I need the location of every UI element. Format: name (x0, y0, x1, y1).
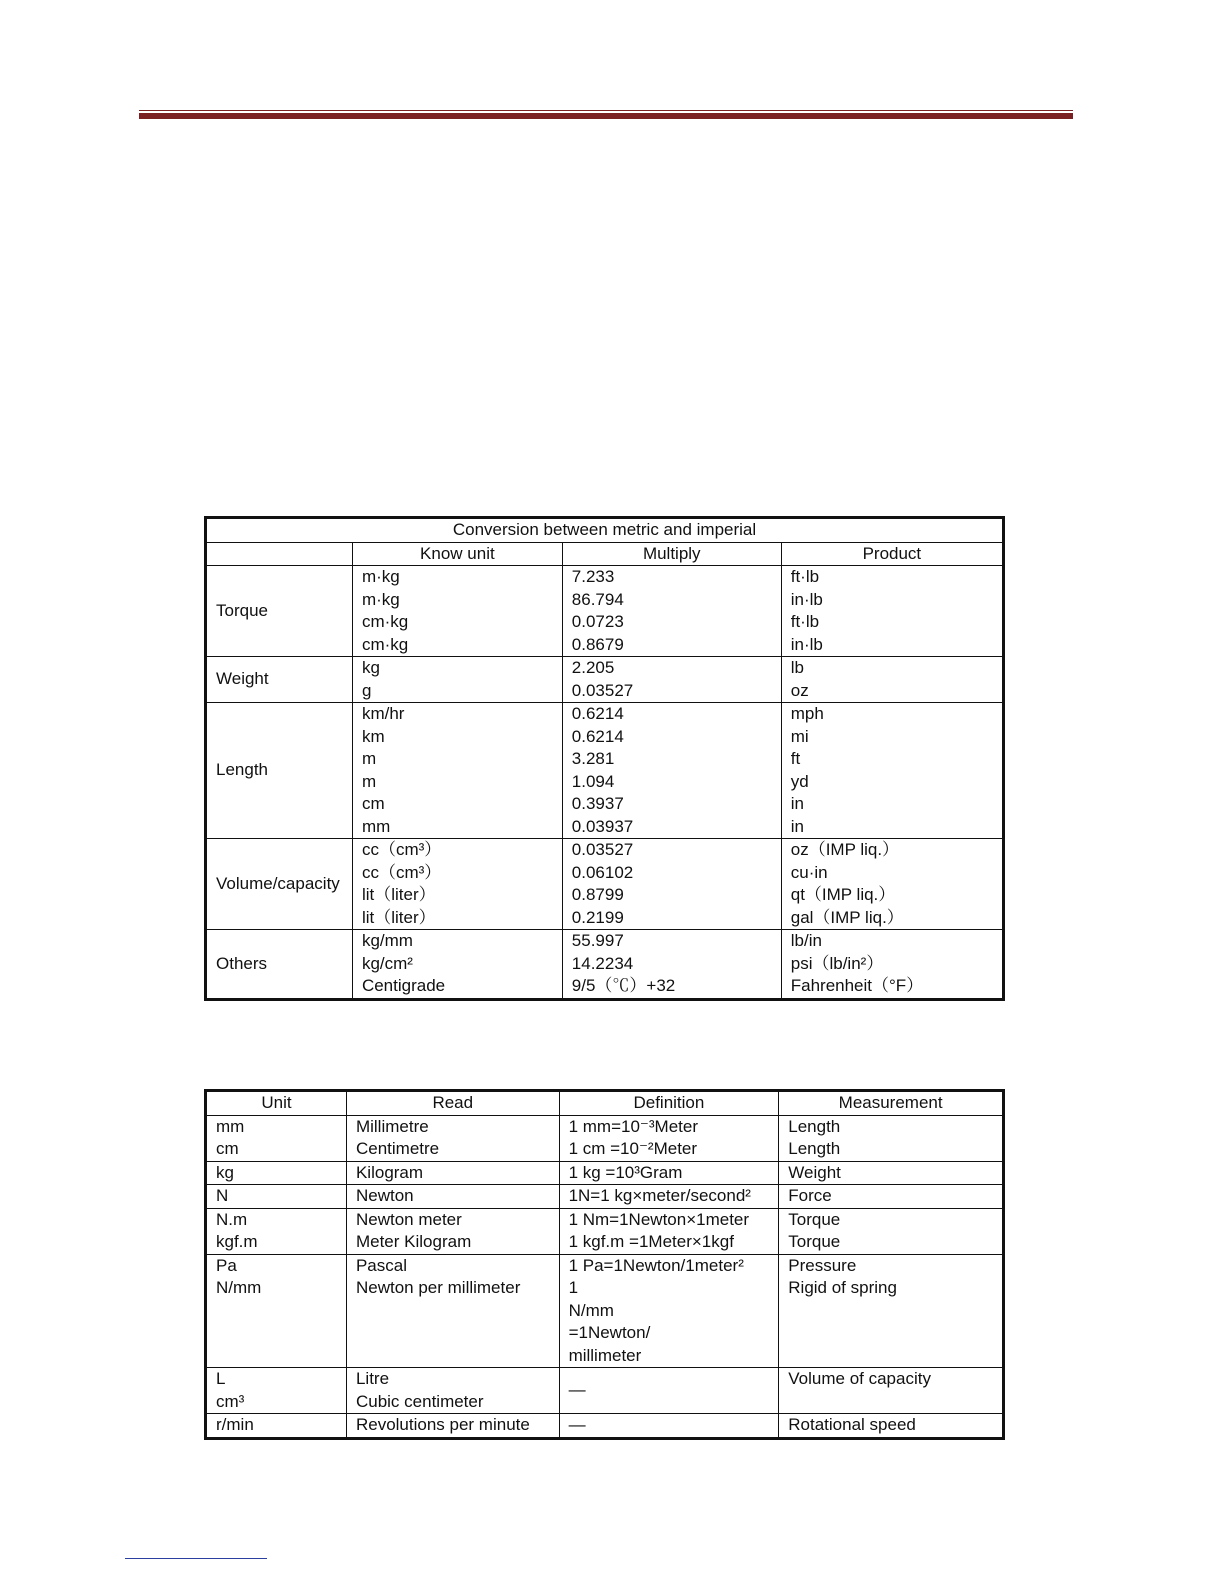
unit-value: cm³ (216, 1391, 245, 1411)
product-cell (781, 657, 1003, 703)
multiply-value: 2.205 (571, 658, 615, 677)
unit-value: N.m (216, 1209, 248, 1229)
product-value: in·lb (790, 589, 823, 609)
multiply-value: 0.8679 (571, 634, 624, 654)
definition-part: N/mm (568, 1300, 614, 1320)
product-value: gal（IMP liq.） (790, 907, 904, 927)
definition-value: 1 cm =10⁻²Meter (568, 1139, 698, 1158)
multiply-value: 55.997 (571, 931, 624, 950)
measurement-value: Force (779, 1185, 1004, 1209)
multiply-value: 0.0723 (571, 612, 624, 631)
definition-value: 1 kg =10³Gram (559, 1161, 779, 1185)
multiply-value: 0.2199 (571, 907, 624, 927)
multiply-cell (562, 839, 781, 930)
unit-value: m·kg (361, 589, 400, 609)
category-cell: Torque (206, 566, 353, 657)
multiply-value: 14.2234 (571, 953, 634, 973)
unit-value: cc（cm³） (361, 840, 442, 859)
definition-value: 1N=1 kg×meter/second² (559, 1185, 779, 1209)
unit-definition-table (204, 1089, 1005, 1440)
conversion-body (206, 566, 1004, 1000)
unit-cell (352, 657, 562, 703)
multiply-value: 0.6214 (571, 704, 624, 723)
header-rule (139, 110, 1073, 119)
conversion-group-row (206, 703, 1004, 839)
definition-value: 1 mm=10⁻³Meter (568, 1116, 698, 1136)
unit-cell (352, 566, 562, 657)
product-cell (781, 566, 1003, 657)
conversion-group-row (206, 657, 1004, 703)
unit-value: km (361, 726, 385, 746)
read-value: Kilogram (346, 1161, 559, 1185)
unit-header-row (206, 1091, 1004, 1116)
product-value: oz (790, 680, 809, 700)
product-value: qt（IMP liq.） (790, 885, 896, 904)
measurement-value: Rigid of spring (788, 1278, 897, 1297)
multiply-cell (562, 930, 781, 1000)
measurement-value: Rotational speed (779, 1414, 1004, 1439)
unit-value: L (216, 1369, 226, 1388)
conversion-header-row (206, 542, 1004, 566)
definition-cell (559, 1208, 779, 1254)
definition-cell (559, 1115, 779, 1161)
header-rule-thin (139, 110, 1073, 111)
definition-justified-line (569, 1277, 771, 1345)
measurement-value: Torque (788, 1232, 841, 1251)
multiply-value: 0.06102 (571, 862, 634, 882)
conversion-title: Conversion between metric and imperial (206, 518, 1004, 543)
table-row (206, 1368, 1004, 1414)
conversion-group-row (206, 930, 1004, 1000)
definition-value: — (559, 1368, 779, 1414)
product-cell (781, 839, 1003, 930)
conversion-group-row (206, 566, 1004, 657)
multiply-value: 0.3937 (571, 794, 624, 813)
product-value: yd (790, 771, 809, 791)
definition-value: — (559, 1414, 779, 1439)
unit-value: lit（liter） (361, 907, 436, 927)
unit-cell (206, 1254, 347, 1368)
multiply-value: 0.03937 (571, 816, 634, 836)
definition-part: =1Newton/ (568, 1323, 651, 1342)
multiply-value: 7.233 (571, 567, 615, 586)
definition-value: millimeter (568, 1345, 642, 1365)
multiply-cell (562, 703, 781, 839)
unit-value: cm·kg (361, 634, 409, 654)
conversion-group-row (206, 839, 1004, 930)
header-blank (206, 542, 353, 566)
unit-value: N/mm (216, 1278, 262, 1297)
unit-value: m (361, 771, 377, 791)
multiply-cell (562, 657, 781, 703)
unit-value: kg (361, 658, 380, 677)
read-value: Millimetre (355, 1116, 429, 1136)
product-value: in (790, 794, 804, 813)
definition-value: 1 Pa=1Newton/1meter² (568, 1255, 744, 1275)
product-value: lb (790, 658, 804, 677)
product-cell (781, 703, 1003, 839)
unit-value: m·kg (361, 567, 400, 586)
footer-rule (125, 1558, 267, 1559)
product-value: cu·in (790, 862, 828, 882)
unit-value: kgf.m (216, 1232, 258, 1251)
table-row (206, 1208, 1004, 1254)
measurement-value: Volume of capacity (779, 1368, 1004, 1414)
unit-cell (206, 1368, 347, 1414)
unit-value: cm·kg (361, 612, 409, 631)
read-value: Meter Kilogram (355, 1232, 472, 1251)
multiply-cell (562, 566, 781, 657)
definition-value: 1 kgf.m =1Meter×1kgf (568, 1232, 734, 1251)
header-multiply: Multiply (562, 542, 781, 566)
header-measurement: Measurement (779, 1091, 1004, 1116)
multiply-value: 0.8799 (571, 885, 624, 904)
product-value: lb/in (790, 931, 822, 950)
definition-cell (559, 1254, 779, 1368)
product-value: in·lb (790, 634, 823, 654)
multiply-value: 0.6214 (571, 726, 624, 746)
unit-value: cm (216, 1139, 239, 1158)
header-read: Read (346, 1091, 559, 1116)
measurement-cell (779, 1208, 1004, 1254)
unit-cell (352, 703, 562, 839)
product-value: mi (790, 726, 809, 746)
unit-value: kg (206, 1161, 347, 1185)
product-value: psi（lb/in²） (790, 953, 884, 973)
unit-value: mm (361, 816, 391, 836)
product-value: in (790, 816, 804, 836)
conversion-title-row (206, 518, 1004, 543)
read-cell (346, 1368, 559, 1414)
read-value: Pascal (355, 1255, 407, 1275)
multiply-value: 3.281 (571, 749, 615, 768)
category-cell: Volume/capacity (206, 839, 353, 930)
product-value: ft·lb (790, 612, 820, 631)
product-value: Fahrenheit（°F） (790, 976, 924, 995)
unit-value: g (361, 680, 372, 700)
unit-value: r/min (206, 1414, 347, 1439)
read-value: Cubic centimeter (355, 1391, 484, 1411)
unit-value: km/hr (361, 704, 405, 723)
unit-value: N (206, 1185, 347, 1209)
measurement-cell (779, 1115, 1004, 1161)
header-unit: Unit (206, 1091, 347, 1116)
product-cell (781, 930, 1003, 1000)
table-row (206, 1185, 1004, 1209)
multiply-value: 86.794 (571, 589, 624, 609)
measurement-value: Torque (788, 1209, 841, 1229)
unit-value: cm (361, 794, 385, 813)
category-cell: Weight (206, 657, 353, 703)
product-value: ft·lb (790, 567, 820, 586)
unit-cell (206, 1115, 347, 1161)
unit-value: mm (216, 1116, 245, 1136)
read-value: Newton (346, 1185, 559, 1209)
header-definition: Definition (559, 1091, 779, 1116)
header-rule-thick (139, 113, 1073, 119)
unit-value: Centigrade (361, 976, 446, 995)
table-row (206, 1414, 1004, 1439)
definition-part: 1 (568, 1278, 579, 1297)
unit-value: Pa (216, 1255, 237, 1275)
read-value: Newton meter (355, 1209, 462, 1229)
read-cell (346, 1208, 559, 1254)
measurement-value: Pressure (788, 1255, 857, 1275)
product-value: oz（IMP liq.） (790, 840, 900, 859)
product-value: ft (790, 749, 801, 768)
read-cell (346, 1115, 559, 1161)
read-cell (346, 1254, 559, 1368)
unit-value: kg/cm² (361, 953, 413, 973)
unit-value: kg/mm (361, 931, 413, 950)
unit-cell (206, 1208, 347, 1254)
read-value: Litre (355, 1369, 390, 1388)
unit-value: lit（liter） (361, 885, 436, 904)
unit-value: cc（cm³） (361, 862, 442, 882)
header-product: Product (781, 542, 1003, 566)
category-cell: Length (206, 703, 353, 839)
table-row (206, 1115, 1004, 1161)
conversion-table (204, 516, 1005, 1001)
unit-value: m (361, 749, 377, 768)
measurement-value: Length (788, 1116, 841, 1136)
definition-value: 1 Nm=1Newton×1meter (568, 1209, 750, 1229)
header-know-unit: Know unit (352, 542, 562, 566)
measurement-value: Length (788, 1139, 841, 1158)
read-value: Centimetre (355, 1139, 440, 1158)
read-value: Newton per millimeter (355, 1278, 521, 1297)
unit-cell (352, 930, 562, 1000)
multiply-value: 0.03527 (571, 840, 634, 859)
measurement-cell (779, 1254, 1004, 1368)
multiply-value: 9/5（℃）+32 (571, 976, 676, 995)
measurement-value: Weight (779, 1161, 1004, 1185)
read-value: Revolutions per minute (346, 1414, 559, 1439)
multiply-value: 0.03527 (571, 680, 634, 700)
table-row (206, 1254, 1004, 1368)
multiply-value: 1.094 (571, 771, 615, 791)
unit-cell (352, 839, 562, 930)
table-row (206, 1161, 1004, 1185)
category-cell: Others (206, 930, 353, 1000)
product-value: mph (790, 704, 824, 723)
